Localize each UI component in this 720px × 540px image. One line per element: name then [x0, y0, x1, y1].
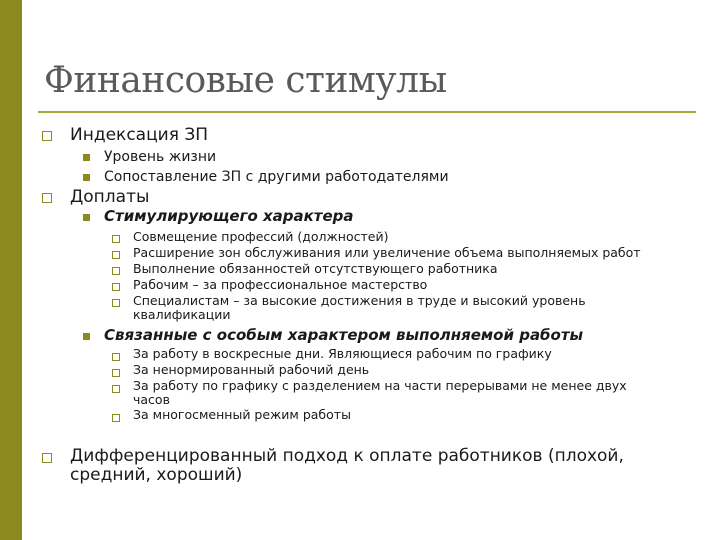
list-item-text: Доплаты	[70, 187, 150, 207]
small-hollow-square-bullet-icon	[112, 267, 120, 275]
list-item-text: Связанные с особым характером выполняемой работы	[104, 326, 584, 344]
list-item-text: Стимулирующего характера	[104, 207, 354, 225]
small-hollow-square-bullet-icon	[112, 299, 120, 307]
filled-square-bullet-icon	[83, 214, 90, 221]
list-item-text-continuation: средний, хороший)	[70, 465, 243, 485]
hollow-square-bullet-icon	[42, 453, 52, 463]
slide-title: Финансовые стимулы	[44, 60, 447, 101]
list-item-text: За работу в воскресные дни. Являющиеся рабочим по графику	[133, 346, 552, 361]
list-item-text: Дифференцированный подход к оплате работников (плохой,	[70, 446, 624, 466]
small-hollow-square-bullet-icon	[112, 369, 120, 377]
small-hollow-square-bullet-icon	[112, 353, 120, 361]
list-item-text: Выполнение обязанностей отсутствующего работника	[133, 261, 498, 276]
hollow-square-bullet-icon	[42, 193, 52, 203]
filled-square-bullet-icon	[83, 154, 90, 161]
title-divider	[38, 111, 696, 113]
list-item-text: Сопоставление ЗП с другими работодателями	[104, 169, 449, 185]
hollow-square-bullet-icon	[42, 131, 52, 141]
list-item-text-continuation: квалификации	[133, 307, 231, 322]
list-item-text: Индексация ЗП	[70, 125, 209, 145]
small-hollow-square-bullet-icon	[112, 251, 120, 259]
small-hollow-square-bullet-icon	[112, 385, 120, 393]
list-item-text-continuation: часов	[133, 392, 170, 407]
left-accent-bar	[0, 0, 22, 540]
list-item-text: За многосменный режим работы	[133, 407, 351, 422]
list-item-text: Специалистам – за высокие достижения в труде и высокий уровень	[133, 293, 586, 308]
filled-square-bullet-icon	[83, 333, 90, 340]
list-item-text: Совмещение профессий (должностей)	[133, 229, 389, 244]
list-item-text: За работу по графику с разделением на части перерывами не менее двух	[133, 378, 627, 393]
small-hollow-square-bullet-icon	[112, 283, 120, 291]
list-item-text: Расширение зон обслуживания или увеличение объема выполняемых работ	[133, 245, 641, 260]
list-item-text: Рабочим – за профессиональное мастерство	[133, 277, 428, 292]
list-item-text: За ненормированный рабочий день	[133, 362, 370, 377]
small-hollow-square-bullet-icon	[112, 235, 120, 243]
small-hollow-square-bullet-icon	[112, 414, 120, 422]
filled-square-bullet-icon	[83, 174, 90, 181]
list-item-text: Уровень жизни	[104, 149, 217, 165]
